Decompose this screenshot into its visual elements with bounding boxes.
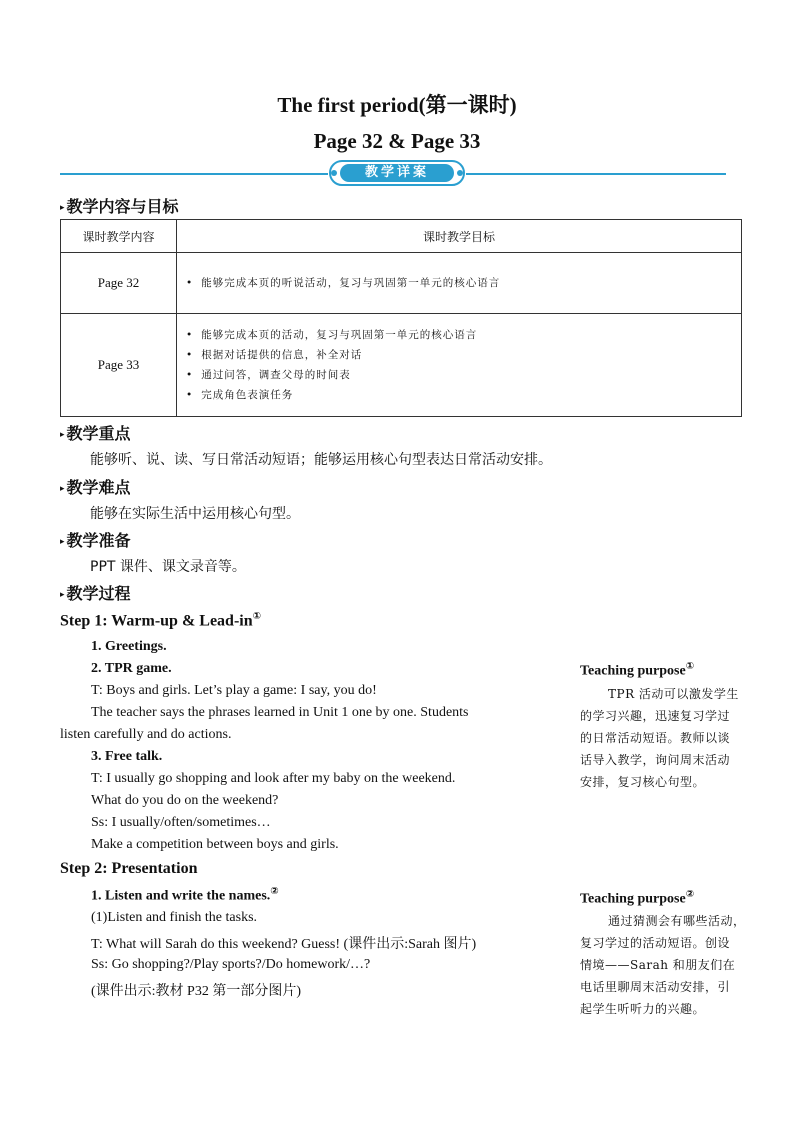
goal-item: • 能够完成本页的活动，复习与巩固第一单元的核心语言 xyxy=(186,325,740,345)
section-heading-difficulties: ▸ 教学难点 xyxy=(60,478,131,497)
triangle-bullet-icon: ▸ xyxy=(60,536,65,547)
banner-rule-right xyxy=(466,173,726,175)
footnote-mark: ① xyxy=(685,661,695,672)
banner-rule-left xyxy=(60,173,328,175)
page-subtitle: Page 32 & Page 33 xyxy=(313,129,481,153)
goal-item: • 根据对话提供的信息，补全对话 xyxy=(186,345,740,365)
footnote-mark: ② xyxy=(270,886,279,897)
purpose-line: 起学生听听力的兴趣。 xyxy=(580,1002,706,1016)
purpose-line: 的日常活动短语。教师以谈 xyxy=(580,731,731,745)
preparation-text: PPT 课件、课文录音等。 xyxy=(90,559,246,575)
step1-tpr: 2. TPR game. xyxy=(91,661,172,676)
triangle-bullet-icon: ▸ xyxy=(60,202,65,213)
section-heading-key-points: ▸ 教学重点 xyxy=(60,424,131,443)
step1-line: What do you do on the weekend? xyxy=(91,793,279,808)
step2-line: T: What will Sarah do this weekend? Guess! (课件出示:Sarah 图片) xyxy=(91,937,477,952)
teaching-purpose-1-heading: Teaching purpose① xyxy=(580,661,695,679)
table-cell-page: Page 32 xyxy=(61,253,177,314)
step1-line: listen carefully and do actions. xyxy=(60,727,232,742)
step2-line: Ss: Go shopping?/Play sports?/Do homework/…? xyxy=(91,957,371,972)
page-title: The first period(第一课时) xyxy=(277,93,517,117)
step1-line: Ss: I usually/often/sometimes… xyxy=(91,815,271,830)
footnote-mark: ① xyxy=(252,611,262,622)
purpose-line: 复习学过的活动短语。创设 xyxy=(580,936,731,950)
goal-item: • 能够完成本页的听说活动，复习与巩固第一单元的核心语言 xyxy=(186,273,740,293)
goal-item: • 完成角色表演任务 xyxy=(186,385,740,405)
section-heading-process: ▸ 教学过程 xyxy=(60,584,131,603)
difficulties-text: 能够在实际生活中运用核心句型。 xyxy=(90,506,300,522)
purpose-line: 的学习兴趣，迅速复习学过 xyxy=(580,709,731,723)
step2-heading: Step 2: Presentation xyxy=(60,860,198,877)
step1-line: T: I usually go shopping and look after my baby on the weekend. xyxy=(91,771,456,786)
step1-line: The teacher says the phrases learned in Unit 1 one by one. Students xyxy=(91,705,469,720)
step1-line: T: Boys and girls. Let’s play a game: I say, you do! xyxy=(91,683,377,698)
step2-listen: 1. Listen and write the names.② xyxy=(91,886,279,904)
table-cell-page: Page 33 xyxy=(61,314,177,417)
step1-free-talk: 3. Free talk. xyxy=(91,749,163,764)
purpose-line: 电话里聊周末活动安排，引 xyxy=(580,980,731,994)
teaching-purpose-2-body xyxy=(580,910,752,1020)
triangle-bullet-icon: ▸ xyxy=(60,429,65,440)
triangle-bullet-icon: ▸ xyxy=(60,483,65,494)
purpose-line: 通过猜测会有哪些活动， xyxy=(608,914,746,928)
table-row xyxy=(61,314,742,417)
table-header-content: 课时教学内容 xyxy=(61,220,177,253)
footnote-mark: ② xyxy=(685,889,695,900)
teaching-purpose-2-heading: Teaching purpose② xyxy=(580,889,695,907)
section-heading-preparation: ▸ 教学准备 xyxy=(60,531,131,550)
teaching-purpose-1-body xyxy=(580,683,752,793)
step1-line: Make a competition between boys and girls. xyxy=(91,837,339,852)
step1-heading: Step 1: Warm-up & Lead-in① xyxy=(60,611,262,630)
table-cell-goals xyxy=(177,253,742,314)
objectives-table xyxy=(60,219,742,417)
triangle-bullet-icon: ▸ xyxy=(60,589,65,600)
banner-dot-left xyxy=(331,170,337,176)
table-cell-goals xyxy=(177,314,742,417)
banner-dot-right xyxy=(457,170,463,176)
section-heading-objectives: ▸ 教学内容与目标 xyxy=(60,197,179,216)
purpose-line: 情境——Sarah 和朋友们在 xyxy=(580,958,736,972)
banner-label: 教学详案 xyxy=(340,164,454,182)
goal-item: • 通过问答，调查父母的时间表 xyxy=(186,365,740,385)
step2-line: (课件出示:教材 P32 第一部分图片) xyxy=(91,984,301,999)
purpose-line: 安排，复习核心句型。 xyxy=(580,775,706,789)
step1-greetings: 1. Greetings. xyxy=(91,639,167,654)
table-header-row xyxy=(61,220,742,253)
section-banner xyxy=(329,160,465,186)
purpose-line: 话导入教学，询问周末活动 xyxy=(580,753,731,767)
table-header-goals: 课时教学目标 xyxy=(177,220,742,253)
table-row xyxy=(61,253,742,314)
key-points-text: 能够听、说、读、写日常活动短语；能够运用核心句型表达日常活动安排。 xyxy=(90,452,552,468)
purpose-line: TPR 活动可以激发学生 xyxy=(608,687,739,701)
step2-line: (1)Listen and finish the tasks. xyxy=(91,910,258,925)
